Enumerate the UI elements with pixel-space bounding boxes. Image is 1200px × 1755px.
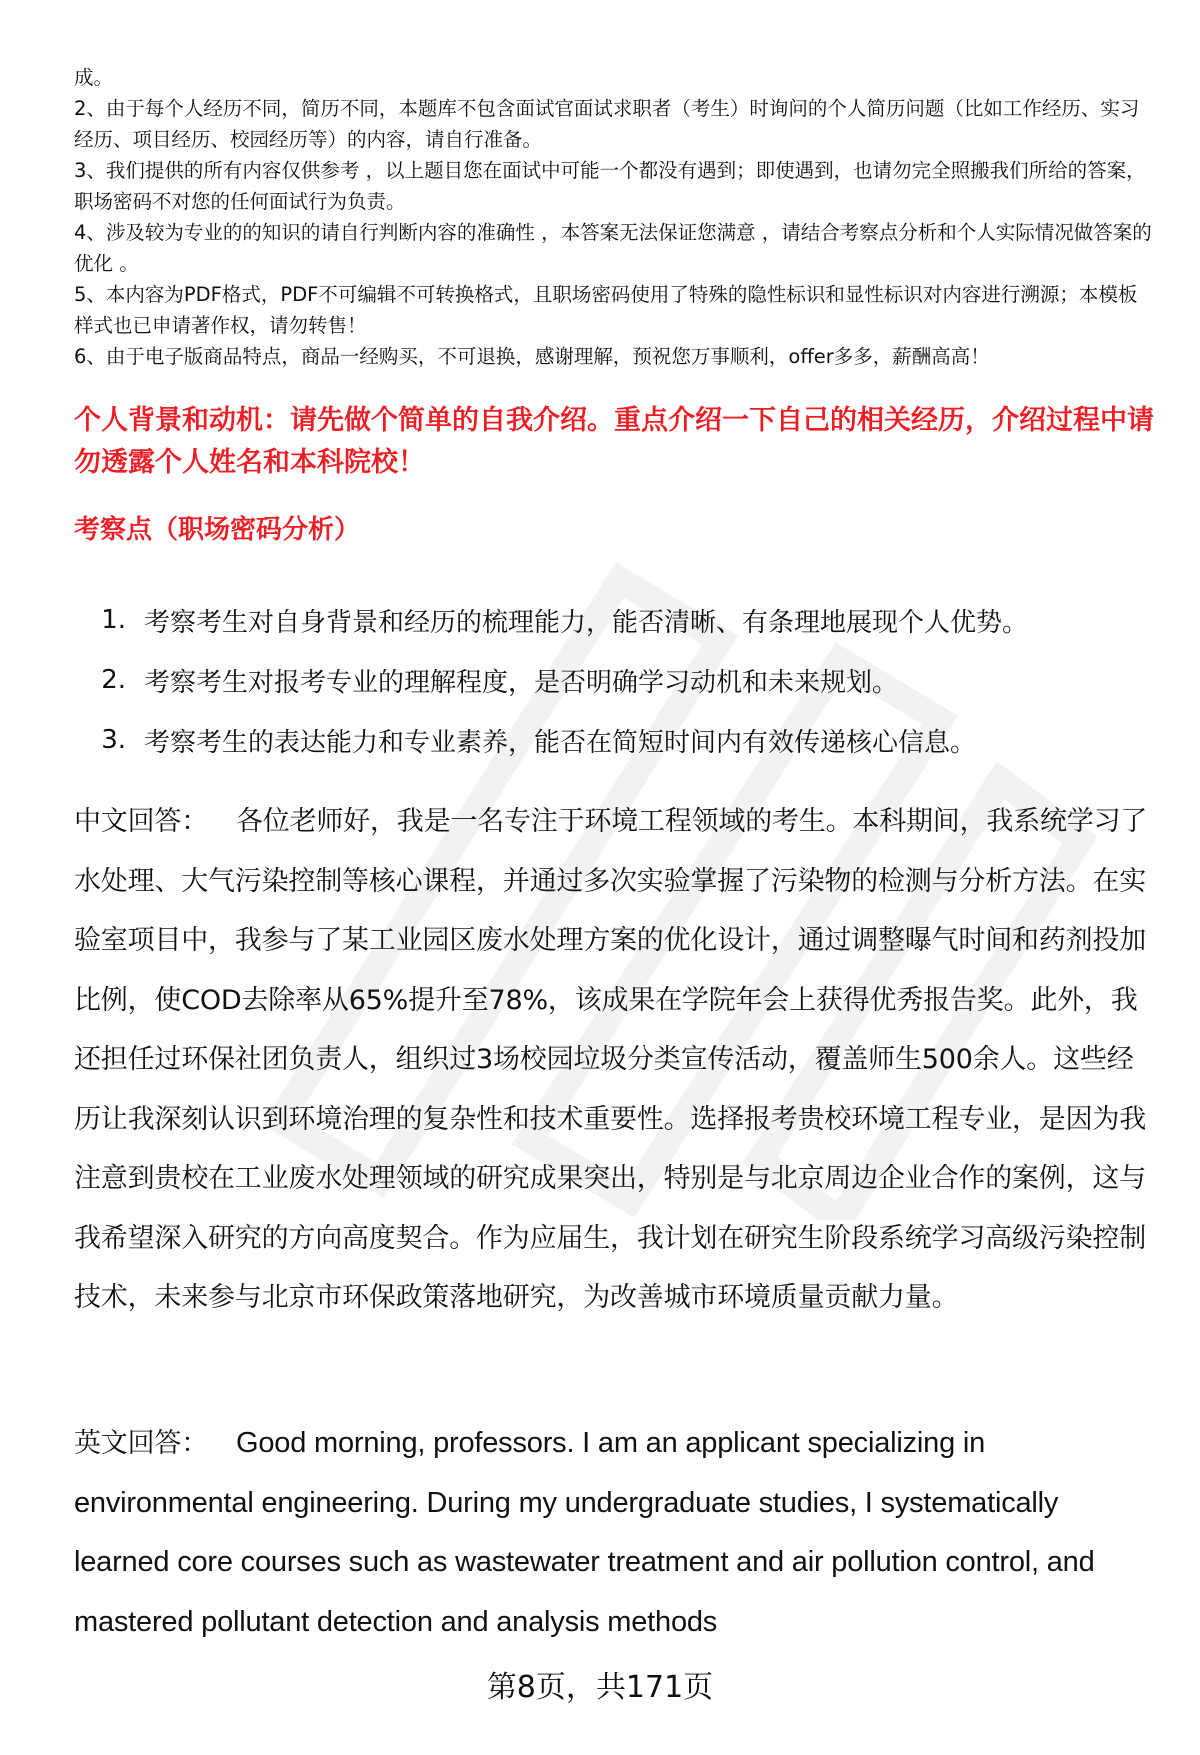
notice-item: 2、由于每个人经历不同，简历不同，本题库不包含面试官面试求职者（考生）时询问的个人简历问题（比如工作经历、实习经历、项目经历、校园经历等）的内容，请自行准备。 xyxy=(74,97,1140,151)
notice-item: 6、由于电子版商品特点，商品一经购买，不可退换，感谢理解，预祝您万事顺利，offer多多，薪酬高高！ xyxy=(74,345,990,368)
question-title: 个人背景和动机：请先做个简单的自我介绍。重点介绍一下自己的相关经历，介绍过程中请勿透露个人姓名和本科院校！ xyxy=(74,405,1154,478)
key-points-title: 考察点（职场密码分析） xyxy=(74,515,361,545)
list-text: 考察考生对报考专业的理解程度，是否明确学习动机和未来规划。 xyxy=(144,667,899,698)
list-number: 1. xyxy=(101,605,126,635)
key-points-list xyxy=(74,590,1154,770)
chinese-answer-text: 各位老师好，我是一名专注于环境工程领域的考生。本科期间，我系统学习了水处理、大气污染控制等核心课程，并通过多次实验掌握了污染物的检测与分析方法。在实验室项目中，我参与了某工业园区废水处理方案的优化设计，通过调整曝气时间和药剂投加比例，使COD去除率从65%提升至78%，该成果在学院年会上获得优秀报告奖。此外，我还担任过环保社团负责人，组织过3场校园垃圾分类宣传活动，覆盖师生500余人。这些经历让我深刻认识到环境治理的复杂性和技术重要性。选择报考贵校环境工程专业，是因为我注意到贵校在工业废水处理领域的研究成果突出，特别是与北京周边企业合作的案例，这与我希望深入研究的方向高度契合。作为应届生，我计划在研究生阶段系统学习高级污染控制技术，未来参与北京市环保政策落地研究，为改善城市环境质量贡献力量。 xyxy=(74,806,1148,1313)
list-item xyxy=(74,650,1154,710)
list-text: 考察考生对自身背景和经历的梳理能力，能否清晰、有条理地展现个人优势。 xyxy=(144,607,1029,638)
list-number: 2. xyxy=(101,665,126,695)
list-number: 3. xyxy=(101,725,126,755)
notice-item: 3、我们提供的所有内容仅供参考 ，以上题目您在面试中可能一个都没有遇到；即使遇到，也请勿完全照搬我们所给的答案，职场密码不对您的任何面试行为负责。 xyxy=(74,159,1146,213)
list-item xyxy=(74,710,1154,770)
chinese-answer-label: 中文回答： xyxy=(74,806,208,837)
chinese-answer xyxy=(74,792,1154,1328)
page-number: 第8页，共171页 xyxy=(486,1670,714,1705)
notice-item: 4、涉及较为专业的的知识的请自行判断内容的准确性 ，本答案无法保证您满意 ，请结合考察点分析和个人实际情况做答案的优化 。 xyxy=(74,221,1152,275)
notice-item: 5、本内容为PDF格式，PDF不可编辑不可转换格式，且职场密码使用了特殊的隐性标识和显性标识对内容进行溯源；本模板样式也已申请著作权，请勿转售！ xyxy=(74,283,1138,337)
notice-item: 成。 xyxy=(74,66,114,89)
english-answer-label: 英文回答： xyxy=(74,1428,208,1459)
english-answer xyxy=(74,1414,1154,1652)
list-text: 考察考生的表达能力和专业素养，能否在简短时间内有效传递核心信息。 xyxy=(144,727,977,758)
notice-list xyxy=(74,62,1154,372)
english-answer-text: Good morning, professors. I am an applicant specializing in environmental engineering. During my undergraduate studies, I systematically learned core courses such as wastewater treatment and air pollution control, and mastered pollutant detection and analysis methods xyxy=(74,1427,1095,1638)
list-item xyxy=(74,590,1154,650)
